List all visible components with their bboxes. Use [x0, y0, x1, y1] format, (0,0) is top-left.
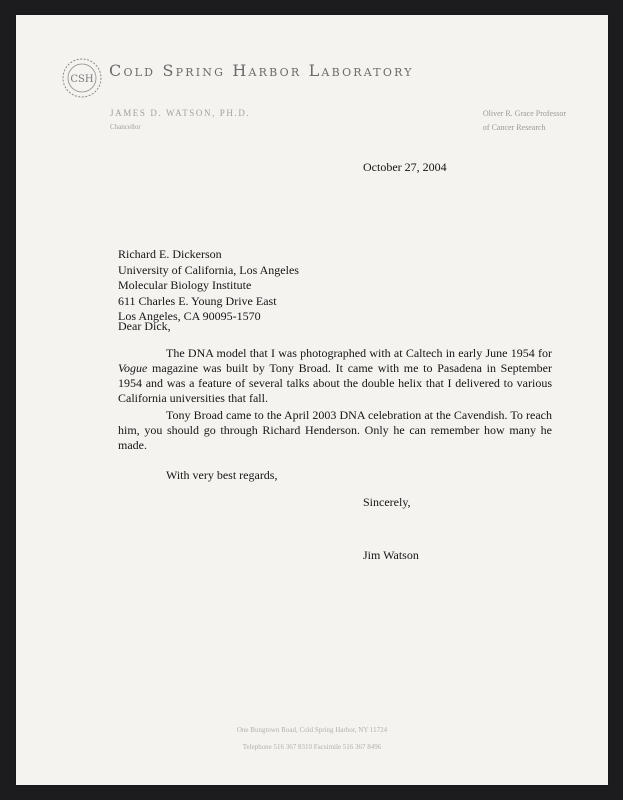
signature-name: Jim Watson: [363, 548, 419, 562]
salutation: Dear Dick,: [118, 319, 171, 333]
vogue-title: Vogue: [118, 361, 148, 375]
body-paragraph-2: Tony Broad came to the April 2003 DNA celebration at the Cavendish. To reach him, you should go through Richard Henderson. Only he can remember how many he made.: [118, 408, 552, 452]
sign-off: Sincerely,: [363, 495, 411, 509]
sender-block: [110, 106, 250, 134]
letter-date: October 27, 2004: [363, 160, 447, 174]
para1-text-b: magazine was built by Tony Broad. It came with me to Pasadena in September 1954 and was a feature of several talks about the double helix that I delivered to various California universities that fall.: [118, 361, 552, 405]
sender-name: JAMES D. WATSON, PH.D.: [110, 108, 251, 118]
csh-seal-logo: [61, 57, 103, 99]
professorship-line-2: of Cancer Research: [482, 123, 546, 132]
recipient-line: University of California, Los Angeles: [118, 262, 299, 277]
recipient-line: 611 Charles E. Young Drive East: [118, 293, 277, 308]
seal-monogram: CSH: [70, 74, 94, 85]
closing-line: With very best regards,: [166, 468, 278, 482]
professorship-block: [483, 107, 566, 135]
body-paragraph-1: [118, 346, 552, 406]
sender-title: Chancellor: [110, 123, 141, 131]
para1-text-a: The DNA model that I was photographed with at Caltech in early June 1954 for: [166, 346, 552, 360]
recipient-line: Los Angeles, CA 90095-1570: [118, 309, 261, 323]
recipient-line: Richard E. Dickerson: [118, 247, 222, 261]
lab-name: Cold Spring Harbor Laboratory: [109, 61, 414, 80]
professorship-line-1: Oliver R. Grace Professor: [482, 109, 566, 118]
letter-page: [16, 15, 608, 785]
footer-address: One Bungtown Road, Cold Spring Harbor, NY 11724: [236, 726, 388, 734]
recipient-address: [118, 247, 299, 325]
footer-phone: Telephone 516 367 8310 Facsimile 516 367 8496: [242, 743, 382, 751]
recipient-line: Molecular Biology Institute: [118, 278, 252, 292]
